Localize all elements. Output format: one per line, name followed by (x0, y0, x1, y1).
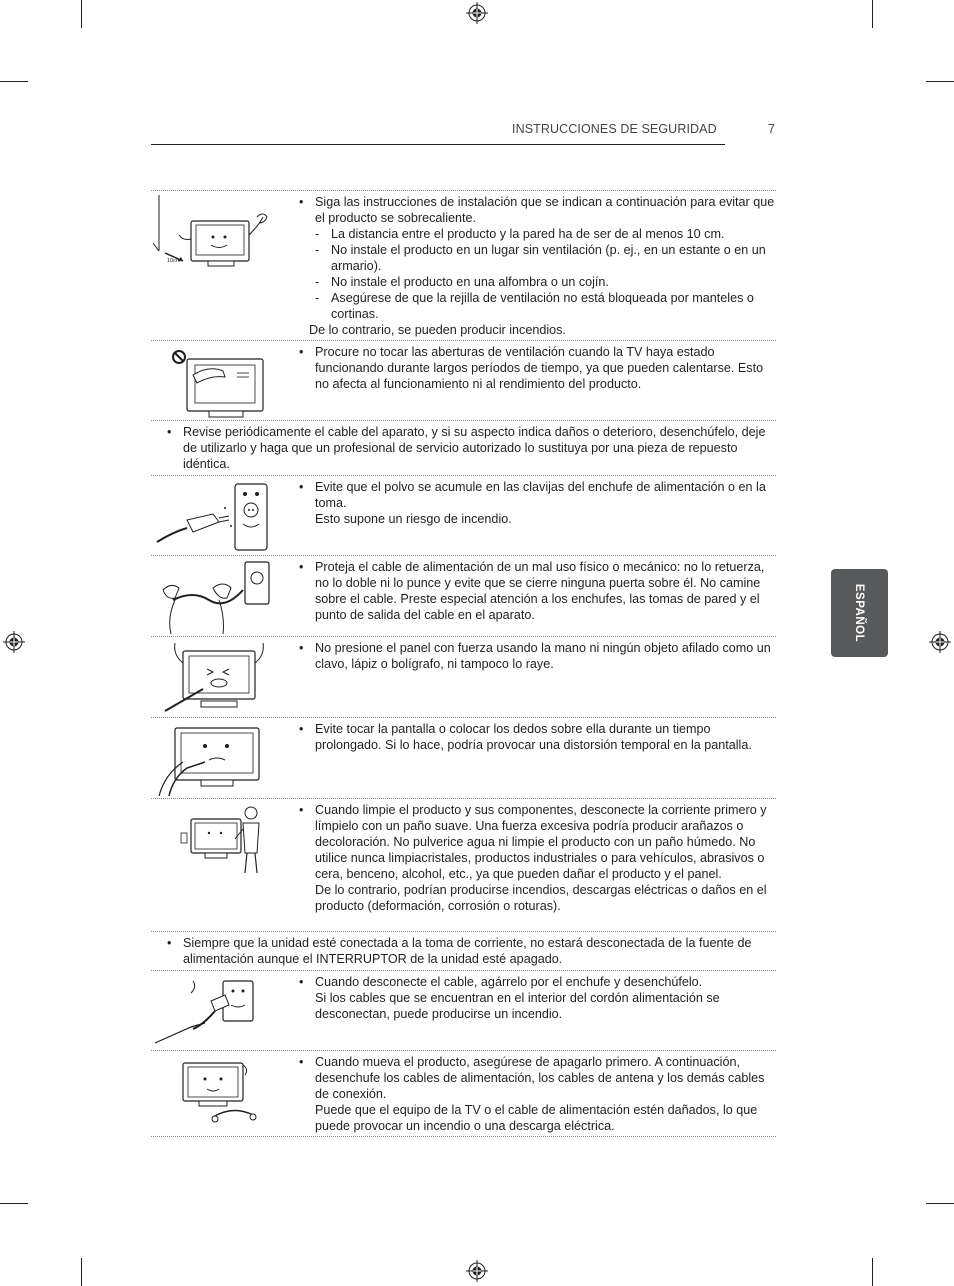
safety-item (151, 717, 776, 798)
continuation-line: De lo contrario, podrían producirse incendios, descargas eléctricas o daños en el producto (deformación, corrosión o roturas). (315, 883, 767, 913)
clearance-label (167, 255, 191, 265)
crop-mark (926, 81, 954, 82)
crop-mark (0, 1203, 28, 1204)
page-number: 7 (768, 122, 775, 136)
item-text (298, 971, 776, 1022)
cleaning-illustration-icon (153, 803, 271, 877)
no-touch-vents-illustration-icon (153, 345, 271, 419)
registration-mark-icon (929, 631, 951, 653)
crop-mark (872, 1258, 873, 1286)
safety-item (151, 931, 776, 970)
safety-item (151, 798, 776, 931)
bullet-line: • Evite tocar la pantalla o colocar los dedos sobre ella durante un tiempo prolongado. Si lo hace, podría provocar una distorsión temporal en la pantalla. (298, 721, 776, 753)
safety-item (151, 636, 776, 717)
item-text (166, 421, 776, 472)
safety-item (151, 970, 776, 1050)
bullet-line: • Procure no tocar las aberturas de ventilación cuando la TV haya estado funcionando durante largos períodos de tiempo, ya que pueden calentarse. Esto no afecta al funcionamiento ni al rendimiento del producto. (298, 344, 776, 392)
registration-mark-icon (466, 1260, 488, 1282)
safety-item (151, 555, 776, 636)
bullet-line: • Proteja el cable de alimentación de un mal uso físico o mecánico: no lo retuerza, no lo doble ni lo punce y evite que se cierre ninguna puerta sobre él. No camine sobre el cable. Preste especial atención a los enchufes, las tomas de pared y el punto de salida del cable en el aparato. (298, 559, 776, 623)
bullet-line: • Siempre que la unidad esté conectada a la toma de corriente, no estará desconectada de la fuente de alimentación aunque el INTERRUPTOR de la unidad esté apagado. (166, 935, 776, 967)
registration-mark-icon (3, 631, 25, 653)
item-text (166, 932, 776, 967)
crop-mark (872, 0, 873, 28)
item-text (298, 637, 776, 672)
safety-item (151, 340, 776, 420)
continuation-line: Puede que el equipo de la TV o el cable de alimentación estén dañados, lo que puede provocar un incendio o una descarga eléctrica. (315, 1103, 758, 1133)
bullet-line: • Siga las instrucciones de instalación que se indican a continuación para evitar que el producto se sobrecaliente. (298, 194, 776, 226)
moving-tv-illustration-icon (153, 1055, 271, 1129)
item-text (298, 556, 776, 623)
safety-list (151, 190, 776, 1137)
cable-twist-illustration-icon (153, 560, 271, 634)
bullet-line: • Evite que el polvo se acumule en las clavijas del enchufe de alimentación o en la toma. (298, 479, 776, 511)
bullet-line: • Cuando desconecte el cable, agárrelo por el enchufe y desenchúfelo. (298, 974, 776, 990)
dusty-plug-illustration-icon (153, 480, 271, 554)
continuation-line: Si los cables que se encuentran en el interior del cordón alimentación se desconectan, puede producirse un incendio. (315, 991, 720, 1021)
crop-mark (0, 81, 28, 82)
header-rule (151, 144, 725, 145)
section-title: INSTRUCCIONES DE SEGURIDAD (512, 122, 717, 136)
screen-touch-illustration-icon (153, 722, 271, 796)
item-text (298, 1051, 776, 1134)
item-text (298, 191, 776, 338)
item-text (298, 718, 776, 753)
bullet-line: • Revise periódicamente el cable del aparato, y si su aspecto indica daños o deterioro, desenchúfelo, deje de utilizarlo y haga que un profesional de servicio autorizado lo sustituya por una pieza de repuesto idéntica. (166, 424, 776, 472)
dash-line: - No instale el producto en una alfombra o un cojín. (298, 274, 776, 290)
bullet-line: • Cuando limpie el producto y sus componentes, desconecte la corriente primero y límpielo con un paño suave. Una fuerza excesiva podría producir arañazos o decoloración. No pulverice agua ni limpie el producto con un paño húmedo. No utilice nunca limpiacristales, productos industriales o para vehículos, abrasivos o cera, benceno, alcohol, etc., ya que pueden dañar el producto y el panel. (298, 802, 776, 882)
panel-press-illustration-icon (153, 641, 271, 715)
safety-item (151, 475, 776, 555)
language-tab-label: ESPAÑOL (853, 583, 866, 643)
svg-text:10cm: 10cm (167, 258, 181, 264)
safety-item (151, 190, 776, 340)
item-text (298, 799, 776, 914)
continuation-line: Esto supone un riesgo de incendio. (315, 512, 512, 526)
item-text (298, 341, 776, 392)
registration-mark-icon (466, 2, 488, 24)
bullet-line: • Cuando mueva el producto, asegúrese de apagarlo primero. A continuación, desenchufe los cables de alimentación, los cables de antena y los demás cables de conexión. (298, 1054, 776, 1102)
item-text (298, 476, 776, 527)
safety-item (151, 1050, 776, 1137)
bullet-line: • No presione el panel con fuerza usando la mano ni ningún objeto afilado como un clavo, lápiz o bolígrafo, ni tampoco lo raye. (298, 640, 776, 672)
unplug-illustration-icon (153, 975, 271, 1049)
language-tab (831, 569, 888, 657)
safety-item (151, 420, 776, 475)
crop-mark (926, 1203, 954, 1204)
dash-line: - Asegúrese de que la rejilla de ventilación no está bloqueada por manteles o cortinas. (298, 290, 776, 322)
crop-mark (81, 1258, 82, 1286)
note-line: De lo contrario, se pueden producir incendios. (309, 323, 566, 337)
dash-line: - La distancia entre el producto y la pared ha de ser de al menos 10 cm. (298, 226, 776, 242)
crop-mark (81, 0, 82, 28)
dash-line: - No instale el producto en un lugar sin ventilación (p. ej., en un estante o en un armario). (298, 242, 776, 274)
